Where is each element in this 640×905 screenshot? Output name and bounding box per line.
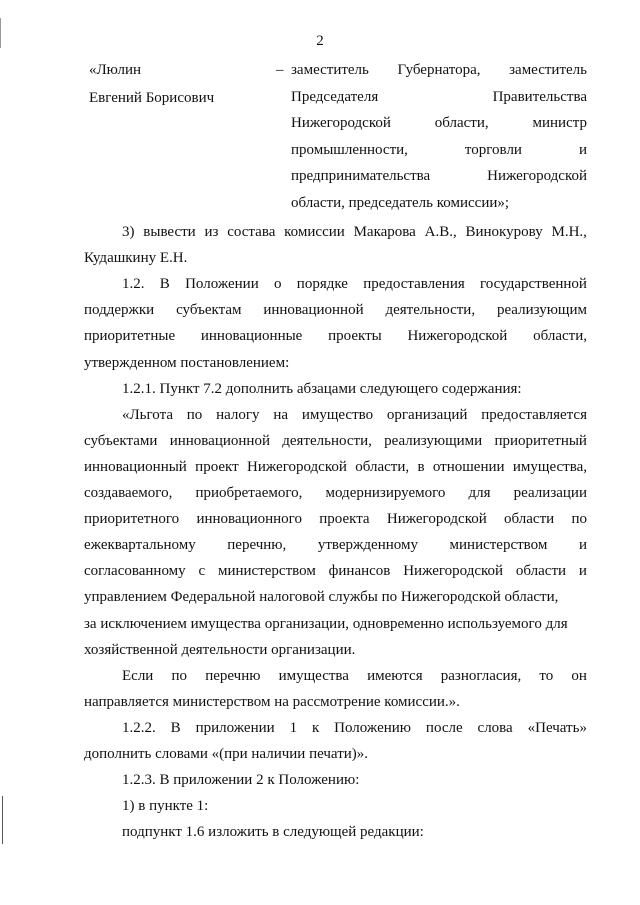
word: направляется министерством на рассмотрение комиссии.». bbox=[84, 693, 460, 710]
word: проекты bbox=[328, 328, 382, 345]
word: Нижегородской bbox=[403, 563, 504, 580]
word: для bbox=[468, 485, 491, 501]
word: субъектам bbox=[176, 302, 242, 319]
word: области, председатель комиссии»; bbox=[291, 194, 510, 211]
word: приоритетного bbox=[84, 511, 180, 528]
word: области, bbox=[533, 328, 587, 345]
word: модернизируемого bbox=[325, 485, 446, 501]
position-line bbox=[291, 62, 587, 79]
word: хозяйственной деятельности организации. bbox=[84, 641, 356, 658]
word: перечню, bbox=[227, 537, 287, 554]
text-line bbox=[84, 589, 587, 606]
word: разногласия, bbox=[440, 667, 522, 684]
word: Нижегородской bbox=[487, 168, 587, 184]
word: Нижегородской bbox=[407, 328, 508, 345]
text-line bbox=[122, 772, 587, 789]
text-line bbox=[84, 746, 587, 763]
text-line bbox=[122, 276, 587, 293]
appointee-name-line-1: «Люлин bbox=[89, 62, 142, 78]
word: М.Н., bbox=[551, 224, 587, 240]
word: предоставления bbox=[363, 276, 465, 293]
word: ежеквартальному bbox=[84, 537, 196, 554]
word: налогу bbox=[216, 406, 260, 423]
word: Макарова bbox=[353, 224, 416, 240]
word: о bbox=[274, 276, 282, 293]
word: 3) bbox=[122, 224, 135, 240]
word: приоритетные bbox=[84, 328, 176, 345]
scan-edge-mark bbox=[0, 18, 1, 48]
text-line bbox=[84, 302, 587, 319]
text-line bbox=[84, 250, 587, 267]
word: промышленности, bbox=[291, 141, 408, 158]
word: инновационного bbox=[196, 511, 302, 528]
word: и bbox=[578, 141, 587, 158]
word: дополнить словами «(при наличии печати)». bbox=[84, 746, 369, 762]
scan-edge-mark bbox=[2, 796, 3, 844]
appointment-dash: – bbox=[276, 62, 284, 78]
position-line bbox=[291, 89, 587, 106]
word: с bbox=[198, 563, 206, 580]
word: утвержденном постановлением: bbox=[84, 354, 290, 371]
word: области, bbox=[355, 458, 410, 475]
word: состава bbox=[227, 224, 276, 240]
word: и bbox=[578, 563, 587, 580]
text-line bbox=[84, 537, 587, 554]
word: имущество bbox=[301, 406, 374, 423]
text-line bbox=[84, 616, 587, 633]
word: после bbox=[425, 719, 463, 736]
word: Губернатора, bbox=[397, 62, 481, 78]
word: на bbox=[273, 406, 289, 423]
word: финансов bbox=[328, 563, 391, 580]
word: то bbox=[539, 667, 554, 684]
word: он bbox=[571, 667, 587, 684]
word: 1.2. bbox=[122, 276, 145, 293]
word: предоставляется bbox=[481, 406, 587, 423]
word: к bbox=[311, 719, 320, 736]
word: имущества, bbox=[512, 458, 587, 475]
word: из bbox=[204, 224, 219, 240]
word: приобретаемого, bbox=[195, 485, 303, 501]
word: заместитель bbox=[291, 62, 369, 78]
word: реализующими bbox=[384, 432, 483, 449]
word: управлением Федеральной налоговой службы по Нижегородской области, bbox=[84, 589, 559, 606]
text-line bbox=[84, 563, 587, 580]
text-line bbox=[84, 485, 587, 502]
word: имущества bbox=[278, 667, 349, 684]
word: области bbox=[515, 563, 567, 580]
word: «Печать» bbox=[527, 719, 587, 736]
word: приоритетный bbox=[494, 432, 587, 449]
position-line bbox=[291, 195, 587, 212]
word: 1.2.2. bbox=[122, 719, 156, 736]
page-number: 2 bbox=[316, 33, 324, 49]
word: согласованному bbox=[84, 563, 186, 580]
text-line bbox=[84, 355, 587, 372]
word: Положении bbox=[185, 276, 259, 293]
word: имеются bbox=[367, 667, 423, 684]
word: и bbox=[578, 537, 587, 554]
text-line bbox=[122, 407, 587, 424]
word: торговли bbox=[464, 141, 522, 158]
word: деятельности, bbox=[385, 302, 476, 319]
word: реализующим bbox=[496, 302, 587, 319]
word: поддержки bbox=[84, 302, 155, 319]
word: инновационный bbox=[84, 458, 187, 475]
word: утвержденному bbox=[317, 537, 418, 554]
word: комиссии bbox=[284, 224, 345, 240]
word: министр bbox=[532, 115, 587, 131]
word: заместитель bbox=[509, 62, 587, 78]
word: В bbox=[159, 276, 170, 293]
text-line bbox=[84, 433, 587, 450]
word: отношении bbox=[432, 458, 505, 475]
text-line bbox=[122, 824, 587, 841]
word: инновационные bbox=[200, 328, 303, 345]
word: Нижегородской bbox=[291, 115, 391, 131]
word: предпринимательства bbox=[291, 168, 431, 184]
word: организаций bbox=[386, 406, 468, 423]
text-line bbox=[84, 459, 587, 476]
word: за исключением имущества организации, одновременно используемого для bbox=[84, 615, 568, 632]
word: проекта bbox=[319, 511, 370, 528]
word: приложении bbox=[195, 719, 275, 736]
word: В bbox=[170, 719, 181, 736]
word: создаваемого, bbox=[84, 485, 173, 501]
word: субъектами bbox=[84, 432, 158, 449]
position-line bbox=[291, 142, 587, 159]
word: по bbox=[171, 667, 188, 684]
word: 1 bbox=[289, 719, 298, 736]
word: министерством bbox=[217, 563, 316, 580]
text-line bbox=[122, 381, 587, 398]
word: области bbox=[504, 511, 555, 528]
word: 1) в пункте 1: bbox=[122, 798, 209, 815]
word: Нижегородской bbox=[247, 458, 347, 475]
word: Кудашкину Е.Н. bbox=[84, 250, 188, 267]
word: вывести bbox=[143, 224, 196, 240]
word: А.В., bbox=[424, 224, 457, 240]
word: порядке bbox=[296, 276, 348, 293]
word: министерством bbox=[449, 537, 548, 554]
word: Винокурову bbox=[465, 224, 543, 240]
word: 1.2.1. Пункт 7.2 дополнить абзацами следующего содержания: bbox=[122, 380, 522, 397]
position-line bbox=[291, 168, 587, 185]
word: Положению bbox=[334, 719, 412, 736]
word: по bbox=[571, 511, 587, 528]
word: Правительства bbox=[492, 88, 587, 105]
word: Нижегородской bbox=[386, 511, 487, 528]
word: перечню bbox=[205, 667, 261, 684]
word: деятельности, bbox=[282, 432, 372, 449]
text-line bbox=[122, 224, 587, 241]
position-line bbox=[291, 115, 587, 132]
word: государственной bbox=[480, 276, 587, 293]
word: инновационной bbox=[169, 432, 270, 449]
appointee-name-line-2: Евгений Борисович bbox=[89, 90, 215, 106]
word: инновационной bbox=[263, 302, 364, 319]
text-line bbox=[84, 328, 587, 345]
text-line bbox=[84, 511, 587, 528]
text-line bbox=[84, 694, 587, 711]
word: области, bbox=[434, 115, 489, 131]
text-line bbox=[122, 798, 587, 815]
word: Если bbox=[122, 667, 154, 684]
word: по bbox=[186, 406, 203, 423]
text-line bbox=[122, 668, 587, 685]
text-line bbox=[122, 720, 587, 737]
word: Председателя bbox=[291, 88, 379, 105]
word: «Льгота bbox=[122, 406, 173, 423]
word: в bbox=[417, 458, 425, 475]
word: подпункт 1.6 изложить в следующей редакции: bbox=[122, 824, 424, 841]
word: реализации bbox=[513, 485, 587, 501]
word: проект bbox=[195, 458, 239, 475]
text-line bbox=[84, 642, 587, 659]
word: слова bbox=[477, 719, 513, 736]
word: 1.2.3. В приложении 2 к Положению: bbox=[122, 772, 360, 789]
